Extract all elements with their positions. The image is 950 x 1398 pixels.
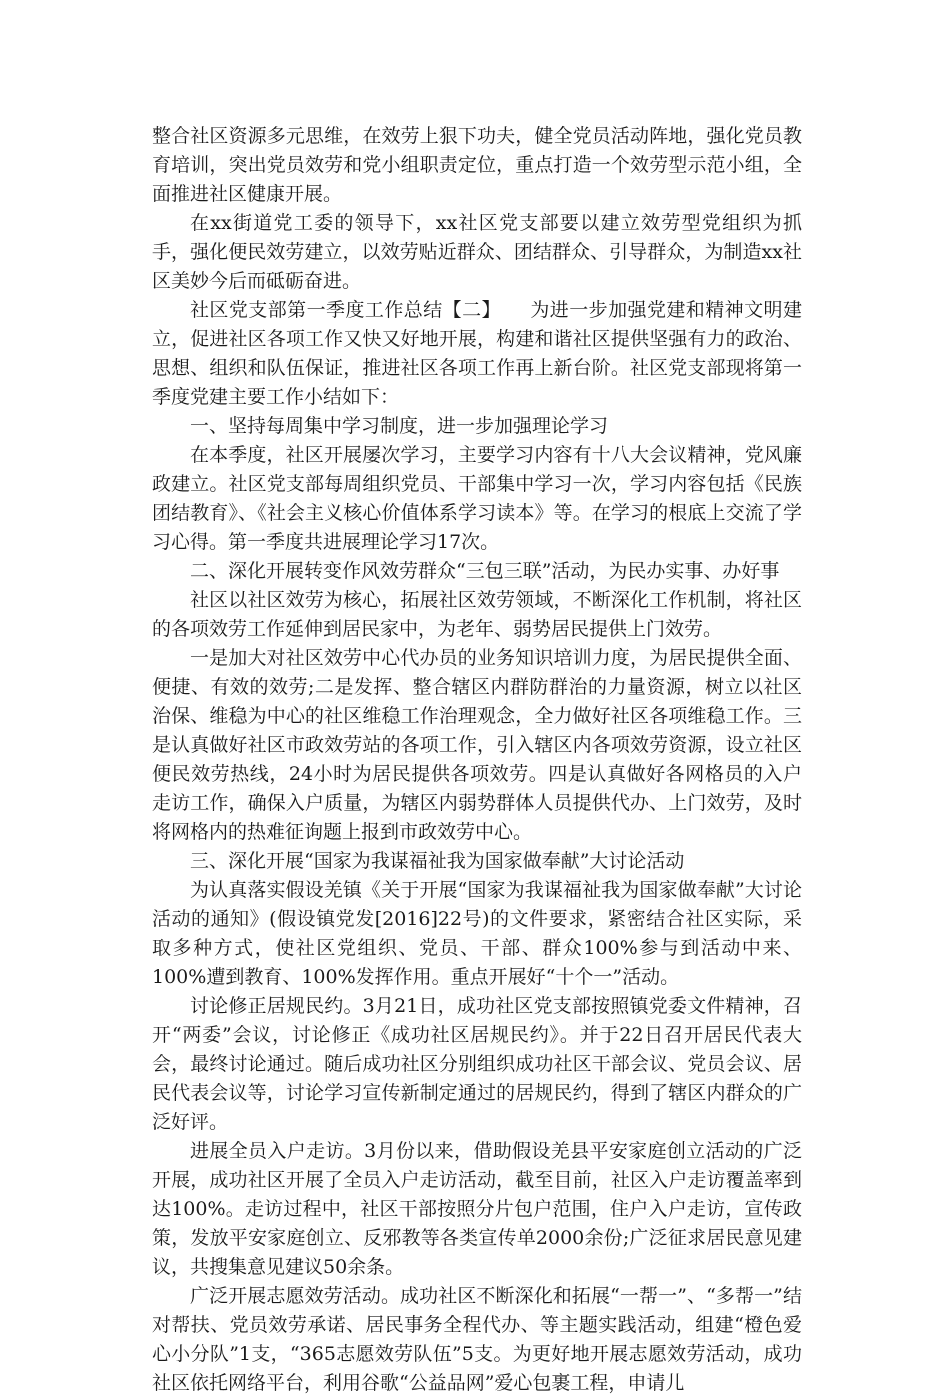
paragraph: 讨论修正居规民约。3月21日，成功社区党支部按照镇党委文件精神，召开“两委”会议，讨论修正《成功社区居规民约》。并于22日召开居民代表大会，最终讨论通过。随后成功社区分别组织成功社区干部会议、党员会议、居民代表会议等，讨论学习宣传新制定通过的居规民约，得到了辖区内群众的广泛好评。: [152, 995, 802, 1133]
section-heading: 三、深化开展“国家为我谋福祉我为国家做奉献”大讨论活动: [190, 850, 685, 872]
paragraph: 整合社区资源多元思维，在效劳上狠下功夫，健全党员活动阵地，强化党员教育培训，突出党员效劳和党小组职责定位，重点打造一个效劳型示范小组，全面推进社区健康开展。: [152, 125, 802, 205]
paragraph: 进展全员入户走访。3月份以来，借助假设羌县平安家庭创立活动的广泛开展，成功社区开展了全员入户走访活动，截至目前，社区入户走访覆盖率到达100%。走访过程中，社区干部按照分片包户范围，住户入户走访，宣传政策，发放平安家庭创立、反邪教等各类宣传单2000余份;广泛征求居民意见建议，共搜集意见建议50余条。: [152, 1140, 802, 1278]
document-body: [152, 122, 802, 1398]
paragraph: 广泛开展志愿效劳活动。成功社区不断深化和拓展“一帮一”、“多帮一”结对帮扶、党员效劳承诺、居民事务全程代办、等主题实践活动，组建“橙色爱心小分队”1支，“365志愿效劳队伍”5支。为更好地开展志愿效劳活动，成功社区依托网络平台，利用谷歌“公益品网”爱心包裹工程，申请儿: [152, 1285, 802, 1394]
paragraph: 一是加大对社区效劳中心代办员的业务知识培训力度，为居民提供全面、便捷、有效的效劳;二是发挥、整合辖区内群防群治的力量资源，树立以社区治保、维稳为中心的社区维稳工作治理观念，全力做好社区各项维稳工作。三是认真做好社区市政效劳站的各项工作，引入辖区内各项效劳资源，设立社区便民效劳热线，24小时为居民提供各项效劳。四是认真做好各网格员的入户走访工作，确保入户质量，为辖区内弱势群体人员提供代办、上门效劳，及时将网格内的热难征询题上报到市政效劳中心。: [152, 647, 802, 843]
paragraph: 在本季度，社区开展屡次学习，主要学习内容有十八大会议精神，党风廉政建立。社区党支部每周组织党员、干部集中学习一次，学习内容包括《民族团结教育》、《社会主义核心价值体系学习读本》等。在学习的根底上交流了学习心得。第一季度共进展理论学习17次。: [152, 444, 802, 553]
paragraph: 在xx街道党工委的领导下，xx社区党支部要以建立效劳型党组织为抓手，强化便民效劳建立，以效劳贴近群众、团结群众、引导群众，为制造xx社区美妙今后而砥砺奋进。: [152, 212, 802, 292]
paragraph: 社区以社区效劳为核心，拓展社区效劳领域，不断深化工作机制，将社区的各项效劳工作延伸到居民家中，为老年、弱势居民提供上门效劳。: [152, 589, 802, 640]
paragraph: 社区党支部第一季度工作总结【二】 为进一步加强党建和精神文明建立，促进社区各项工作又快又好地开展，构建和谐社区提供坚强有力的政治、思想、组织和队伍保证，推进社区各项工作再上新台阶。社区党支部现将第一季度党建主要工作小结如下：: [152, 299, 802, 408]
section-heading: 一、坚持每周集中学习制度，进一步加强理论学习: [190, 415, 609, 437]
section-heading: 二、深化开展转变作风效劳群众“三包三联”活动，为民办实事、办好事: [190, 560, 780, 582]
paragraph: 为认真落实假设羌镇《关于开展“国家为我谋福祉我为国家做奉献”大讨论活动的通知》(假设镇党发[2016]22号)的文件要求，紧密结合社区实际，采取多种方式，使社区党组织、党员、干部、群众100%参与到活动中来、100%遭到教育、100%发挥作用。重点开展好“十个一”活动。: [152, 879, 802, 988]
